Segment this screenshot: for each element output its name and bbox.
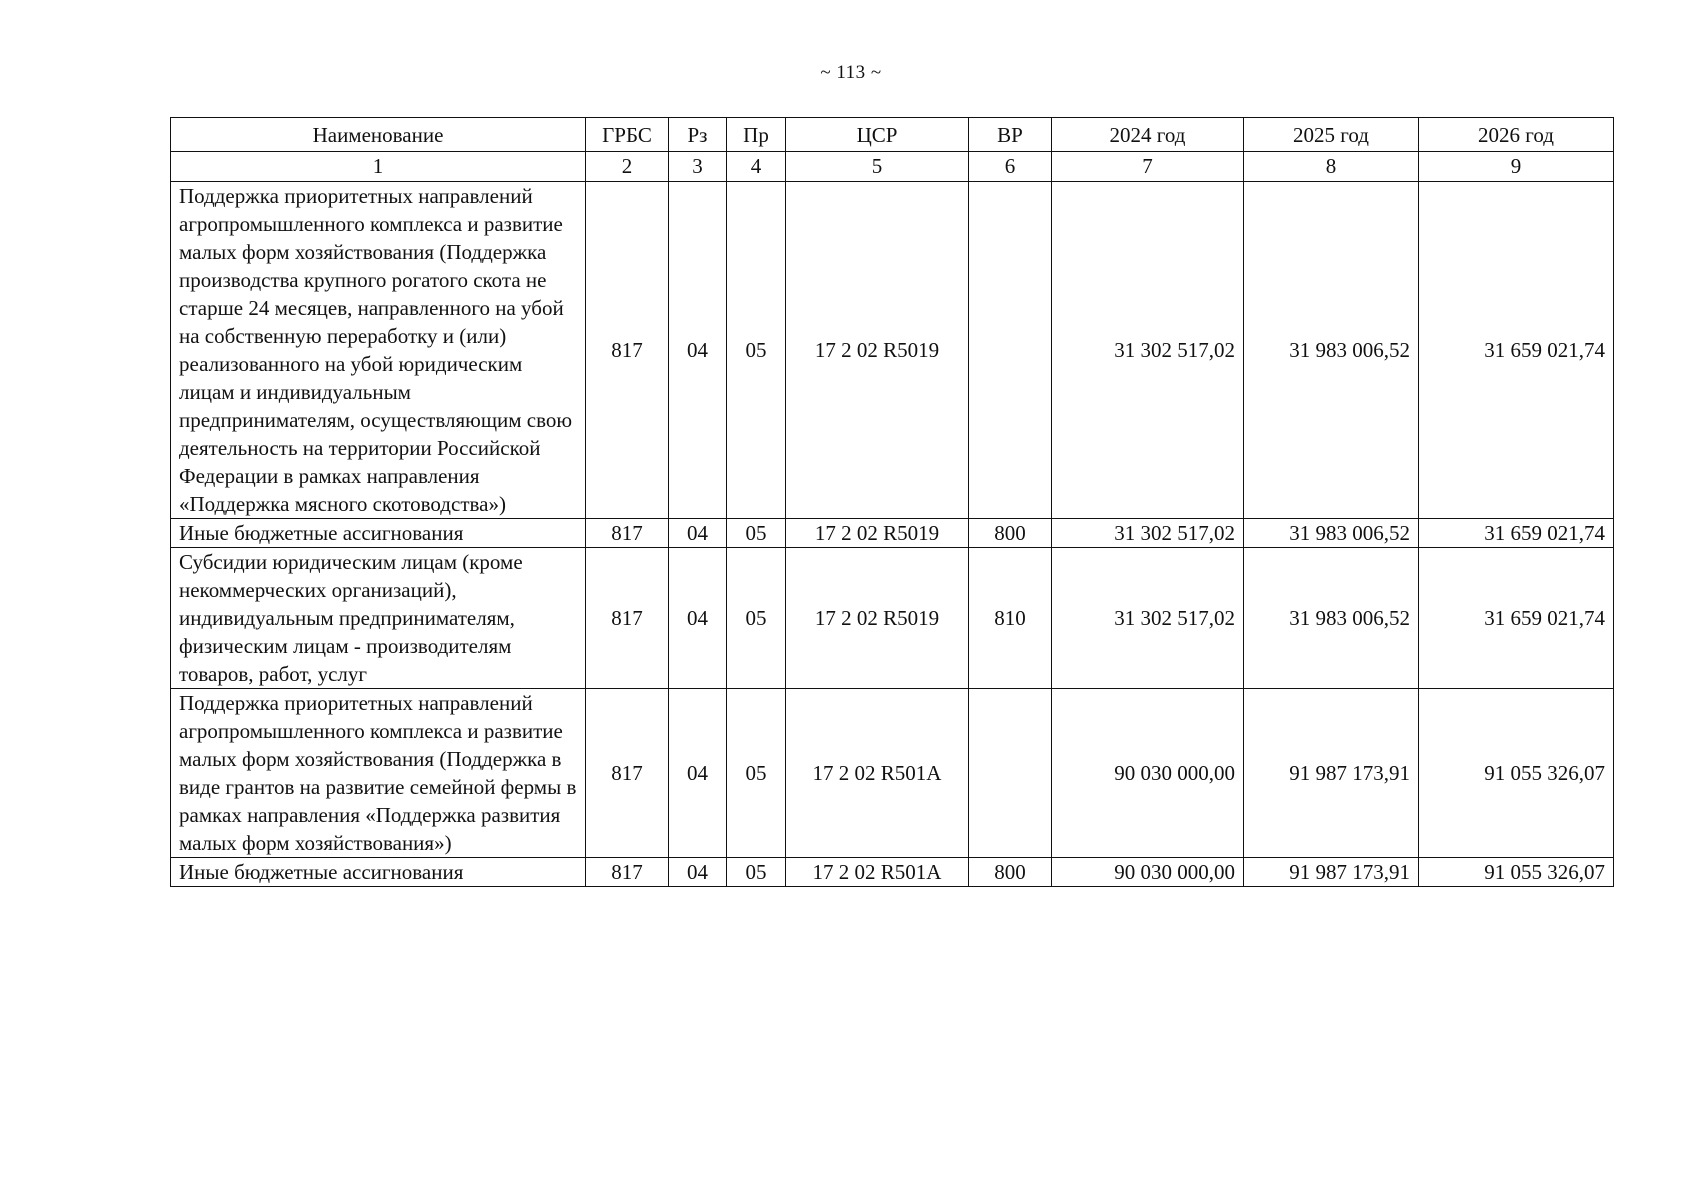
header-grbs: ГРБС bbox=[586, 118, 669, 152]
header-2025: 2025 год bbox=[1244, 118, 1419, 152]
row-pr: 05 bbox=[727, 519, 786, 548]
column-number: 7 bbox=[1052, 152, 1244, 182]
table-row bbox=[171, 858, 1614, 887]
row-amount-2026: 91 055 326,07 bbox=[1419, 858, 1614, 887]
row-rz: 04 bbox=[669, 689, 727, 858]
row-name: Поддержка приоритетных направлений агропромышленного комплекса и развитие малых форм хозяйствования (Поддержка производства крупного рогатого скота не старше 24 месяцев, направленного на убой на собственную переработку и (или) реализованного на убой юридическим лицам и индивидуальным предпринимателям, осуществляющим свою деятельность на территории Российской Федерации в рамках направления «Поддержка мясного скотоводства») bbox=[171, 182, 586, 519]
row-amount-2025: 31 983 006,52 bbox=[1244, 182, 1419, 519]
column-number: 6 bbox=[969, 152, 1052, 182]
row-csr: 17 2 02 R5019 bbox=[786, 548, 969, 689]
row-amount-2026: 91 055 326,07 bbox=[1419, 689, 1614, 858]
row-name: Субсидии юридическим лицам (кроме некоммерческих организаций), индивидуальным предпринимателям, физическим лицам - производителям товаров, работ, услуг bbox=[171, 548, 586, 689]
column-number: 1 bbox=[171, 152, 586, 182]
row-amount-2025: 91 987 173,91 bbox=[1244, 858, 1419, 887]
column-number: 2 bbox=[586, 152, 669, 182]
row-amount-2026: 31 659 021,74 bbox=[1419, 519, 1614, 548]
row-name: Иные бюджетные ассигнования bbox=[171, 858, 586, 887]
row-csr: 17 2 02 R5019 bbox=[786, 182, 969, 519]
row-vr: 810 bbox=[969, 548, 1052, 689]
row-csr: 17 2 02 R501A bbox=[786, 858, 969, 887]
row-rz: 04 bbox=[669, 858, 727, 887]
row-name: Поддержка приоритетных направлений агропромышленного комплекса и развитие малых форм хозяйствования (Поддержка в виде грантов на развитие семейной фермы в рамках направления «Поддержка развития малых форм хозяйствования») bbox=[171, 689, 586, 858]
column-number: 8 bbox=[1244, 152, 1419, 182]
row-pr: 05 bbox=[727, 858, 786, 887]
column-number: 3 bbox=[669, 152, 727, 182]
row-grbs: 817 bbox=[586, 689, 669, 858]
table-row bbox=[171, 689, 1614, 858]
header-name: Наименование bbox=[171, 118, 586, 152]
row-grbs: 817 bbox=[586, 519, 669, 548]
header-csr: ЦСР bbox=[786, 118, 969, 152]
header-pr: Пр bbox=[727, 118, 786, 152]
row-pr: 05 bbox=[727, 182, 786, 519]
header-row bbox=[171, 118, 1614, 152]
budget-table bbox=[170, 117, 1614, 887]
row-amount-2024: 31 302 517,02 bbox=[1052, 182, 1244, 519]
header-rz: Рз bbox=[669, 118, 727, 152]
row-amount-2024: 90 030 000,00 bbox=[1052, 858, 1244, 887]
row-vr: 800 bbox=[969, 858, 1052, 887]
row-vr bbox=[969, 689, 1052, 858]
row-vr bbox=[969, 182, 1052, 519]
row-rz: 04 bbox=[669, 519, 727, 548]
row-amount-2024: 31 302 517,02 bbox=[1052, 548, 1244, 689]
row-csr: 17 2 02 R501A bbox=[786, 689, 969, 858]
row-amount-2025: 91 987 173,91 bbox=[1244, 689, 1419, 858]
row-csr: 17 2 02 R5019 bbox=[786, 519, 969, 548]
page-number: ~ 113 ~ bbox=[820, 62, 882, 83]
row-amount-2025: 31 983 006,52 bbox=[1244, 519, 1419, 548]
header-2024: 2024 год bbox=[1052, 118, 1244, 152]
row-amount-2026: 31 659 021,74 bbox=[1419, 548, 1614, 689]
row-rz: 04 bbox=[669, 548, 727, 689]
column-number-row bbox=[171, 152, 1614, 182]
row-amount-2024: 31 302 517,02 bbox=[1052, 519, 1244, 548]
column-number: 9 bbox=[1419, 152, 1614, 182]
table-row bbox=[171, 182, 1614, 519]
row-grbs: 817 bbox=[586, 548, 669, 689]
column-number: 5 bbox=[786, 152, 969, 182]
row-amount-2025: 31 983 006,52 bbox=[1244, 548, 1419, 689]
row-vr: 800 bbox=[969, 519, 1052, 548]
header-2026: 2026 год bbox=[1419, 118, 1614, 152]
row-grbs: 817 bbox=[586, 858, 669, 887]
row-rz: 04 bbox=[669, 182, 727, 519]
row-amount-2026: 31 659 021,74 bbox=[1419, 182, 1614, 519]
table-row bbox=[171, 548, 1614, 689]
row-pr: 05 bbox=[727, 548, 786, 689]
row-grbs: 817 bbox=[586, 182, 669, 519]
row-pr: 05 bbox=[727, 689, 786, 858]
header-vr: ВР bbox=[969, 118, 1052, 152]
column-number: 4 bbox=[727, 152, 786, 182]
row-name: Иные бюджетные ассигнования bbox=[171, 519, 586, 548]
row-amount-2024: 90 030 000,00 bbox=[1052, 689, 1244, 858]
table-row bbox=[171, 519, 1614, 548]
